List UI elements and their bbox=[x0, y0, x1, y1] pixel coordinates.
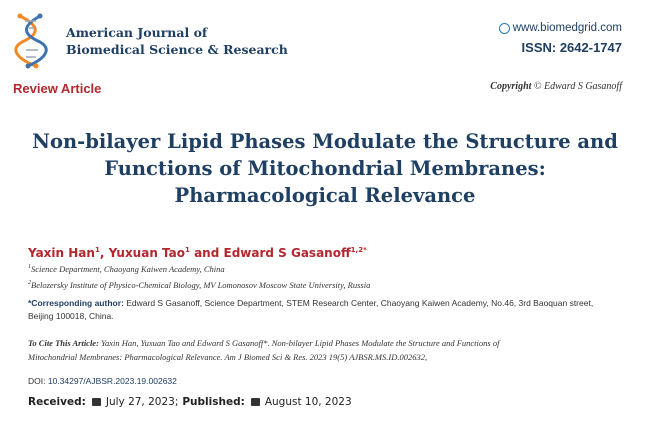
title-line-2: Functions of Mitochondrial Membranes: bbox=[104, 157, 546, 180]
journal-name bbox=[66, 24, 288, 58]
author-separator: , bbox=[99, 246, 109, 260]
copyright-label: Copyright bbox=[490, 81, 532, 92]
received-label: Received: bbox=[28, 396, 86, 408]
journal-name-line1: American Journal of bbox=[66, 25, 208, 40]
affiliation-number: 1 bbox=[28, 264, 31, 271]
author-separator: and bbox=[189, 246, 224, 260]
author-affiliation-mark: 1,2* bbox=[350, 246, 367, 254]
corresponding-label: *Corresponding author: bbox=[28, 298, 124, 308]
author-affiliation-mark: 1 bbox=[185, 246, 190, 254]
author-name[interactable]: Edward S Gasanoff bbox=[223, 246, 351, 260]
affiliation-number: 2 bbox=[28, 280, 31, 287]
website-text: www.biomedgrid.com bbox=[512, 22, 622, 34]
author-name[interactable]: Yaxin Han bbox=[28, 246, 95, 260]
doi bbox=[28, 376, 177, 386]
doi-link[interactable]: 10.34297/AJBSR.2023.19.002632 bbox=[47, 376, 177, 386]
author-name[interactable]: Yuxuan Tao bbox=[108, 246, 186, 260]
corresponding-text: Edward S Gasanoff, Science Department, STEM Research Center, Chaoyang Kaiwen Academy, No.46, 3rd Baoquan street, bbox=[123, 298, 594, 308]
doi-label: DOI: bbox=[28, 376, 46, 386]
journal-name-line2: Biomedical Science & Research bbox=[66, 42, 288, 57]
affiliation-text: Science Department, Chaoyang Kaiwen Academy, China bbox=[31, 264, 225, 274]
corresponding-author bbox=[28, 297, 628, 323]
website-link[interactable] bbox=[499, 22, 622, 34]
affiliation-text: Belozersky Institute of Physico-Chemical Biology, MV Lomonosov Moscow State University, Russia bbox=[31, 280, 371, 290]
title-line-1: Non-bilayer Lipid Phases Modulate the Structure and bbox=[32, 130, 618, 153]
article-title bbox=[0, 128, 650, 209]
title-line-3: Pharmacological Relevance bbox=[174, 184, 476, 207]
copyright bbox=[490, 81, 622, 92]
received-date: July 27, 2023; bbox=[105, 396, 179, 408]
issn: ISSN: 2642-1747 bbox=[521, 40, 622, 55]
author-affiliation-mark: 1 bbox=[94, 246, 100, 254]
dna-helix-icon bbox=[10, 12, 58, 70]
corresponding-text-line2: Beijing 100018, China. bbox=[28, 311, 114, 321]
affiliation bbox=[28, 264, 225, 274]
publication-dates bbox=[28, 396, 352, 408]
affiliation bbox=[28, 280, 370, 290]
globe-icon bbox=[499, 23, 510, 34]
copyright-holder: © Edward S Gasanoff bbox=[533, 81, 622, 92]
citation-label: To Cite This Article: bbox=[28, 338, 99, 348]
citation-text-line2: Mitochondrial Membranes: Pharmacological Relevance. Am J Biomed Sci & Res. 2023 19(5) AJBSR.MS.ID.002632, bbox=[28, 352, 428, 362]
author-list bbox=[28, 246, 367, 260]
citation bbox=[28, 336, 633, 364]
published-date: August 10, 2023 bbox=[264, 396, 352, 408]
calendar-icon bbox=[92, 398, 101, 406]
article-type: Review Article bbox=[13, 81, 102, 96]
calendar-icon bbox=[251, 398, 260, 406]
citation-text: Yaxin Han, Yuxuan Tao and Edward S Gasanoff*. Non-bilayer Lipid Phases Modulate the Structure and Functions of bbox=[98, 338, 500, 348]
published-label: Published: bbox=[182, 396, 245, 408]
